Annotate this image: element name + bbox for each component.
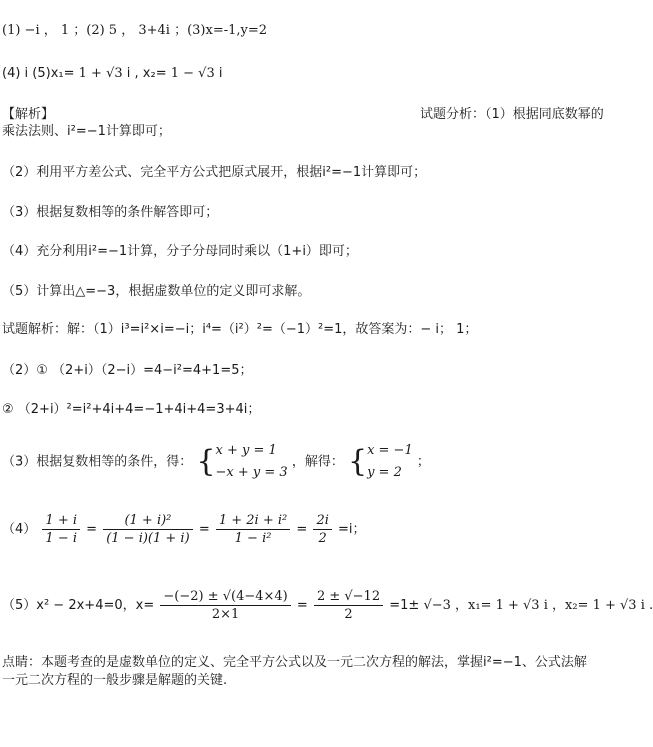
fraction-2: $\frac{\text{(1 + i)²}}{(1 - i)(1 + i)}$ <box>103 512 192 547</box>
comment-line-1: 点睛：本题考查的是虚数单位的定义、完全平方公式以及一元二次方程的解法，掌握i²=−1、公式法解 <box>2 655 587 670</box>
answer-line-2-suffix: i <box>218 66 223 81</box>
solution-line-4-suffix: ； <box>416 454 430 470</box>
equation-system-1 <box>196 440 287 484</box>
solution-line-2: （2）① （2+i）（2−i）=4−i²=4+1=5； <box>2 363 253 378</box>
equals-sign: = <box>86 522 98 537</box>
system-2-row-1: x = −1 <box>367 443 413 458</box>
brace-icon: { <box>196 444 216 479</box>
solution-line-4-mid: ，解得： <box>291 454 344 470</box>
fraction-1: $\frac{1 + i}{1 - i}$ <box>42 512 80 547</box>
root-x2: ，x₂= 1 + √3 i . <box>552 598 653 613</box>
solution-line-3: ② （2+i）²=i²+4i+4=−1+4i+4=3+4i； <box>2 402 261 417</box>
equals-sign: = <box>296 598 308 613</box>
solution-line-1: 试题解析：解：（1）i³=i²×i=−i；i⁴=（i²）²=（−1）²=1，故答案为：− i； 1； <box>2 322 478 337</box>
analysis-step-5: （5）计算出△=−3，根据虚数单位的定义即可求解。 <box>2 284 311 299</box>
system-1-row-1: x + y = 1 <box>215 443 277 458</box>
system-1-row-2: −x + y = 3 <box>215 465 288 480</box>
solution-line-5-prefix: （4） <box>2 522 37 537</box>
solution-line-5-suffix: =i； <box>338 522 366 537</box>
solution-line-4 <box>2 440 430 484</box>
comment-line-2: 一元二次方程的一般步骤是解题的关键. <box>2 673 228 688</box>
analysis-right-text: 试题分析：（1）根据同底数幂的 <box>420 107 604 122</box>
answer-line-2-mid: i , x₂= <box>126 66 167 81</box>
solution-line-6-mid: =1± <box>389 598 420 613</box>
solution-line-5 <box>2 512 366 547</box>
analysis-step-4: （4）充分利用i²=−1计算，分子分母同时乘以（1+i）即可； <box>2 244 358 259</box>
system-2-row-2: y = 2 <box>367 465 402 480</box>
answer-x1-value: 1 + √3 <box>78 66 123 81</box>
equals-sign: = <box>296 522 308 537</box>
solution-line-4-prefix: （3）根据复数相等的条件，得： <box>2 454 193 470</box>
fraction-3: $\frac{\text{1 + 2i + i²}}{\text{1 − i²}}$ <box>216 512 290 547</box>
analysis-line-2: 乘法法则、i²=−1计算即可； <box>2 124 171 139</box>
quadratic-formula-fraction: $\frac{-(-2) \pm √(4-4\times 4)}{2\times 1}$ <box>160 588 290 623</box>
analysis-step-3: （3）根据复数相等的条件解答即可； <box>2 205 219 220</box>
solution-line-6-prefix: （5）x² − 2x+4=0，x= <box>2 598 155 613</box>
answer-line-1: (1) −i ， 1 ；(2) 5 ， 3+4i ；(3)x=-1,y=2 <box>2 23 268 38</box>
analysis-step-2: （2）利用平方差公式、完全平方公式把原式展开，根据i²=−1计算即可； <box>2 165 427 180</box>
simplified-fraction: $\frac{2 \pm √-12}{2}$ <box>314 588 383 623</box>
answer-line-2-prefix: (4) i (5)x₁= <box>2 66 75 81</box>
root-x1: ，x₁= 1 + √3 i <box>455 598 548 613</box>
equation-system-2 <box>348 440 413 484</box>
brace-icon: { <box>347 444 368 479</box>
answer-line-2 <box>2 66 222 82</box>
fraction-4: $\frac{2i}{2}$ <box>313 512 331 547</box>
equals-sign: = <box>198 522 210 537</box>
analysis-heading: 【解析】 <box>2 107 55 122</box>
answer-x2-value: 1 − √3 <box>170 66 215 81</box>
solution-line-6 <box>2 588 653 623</box>
root-minus-three: √−3 <box>423 598 451 613</box>
